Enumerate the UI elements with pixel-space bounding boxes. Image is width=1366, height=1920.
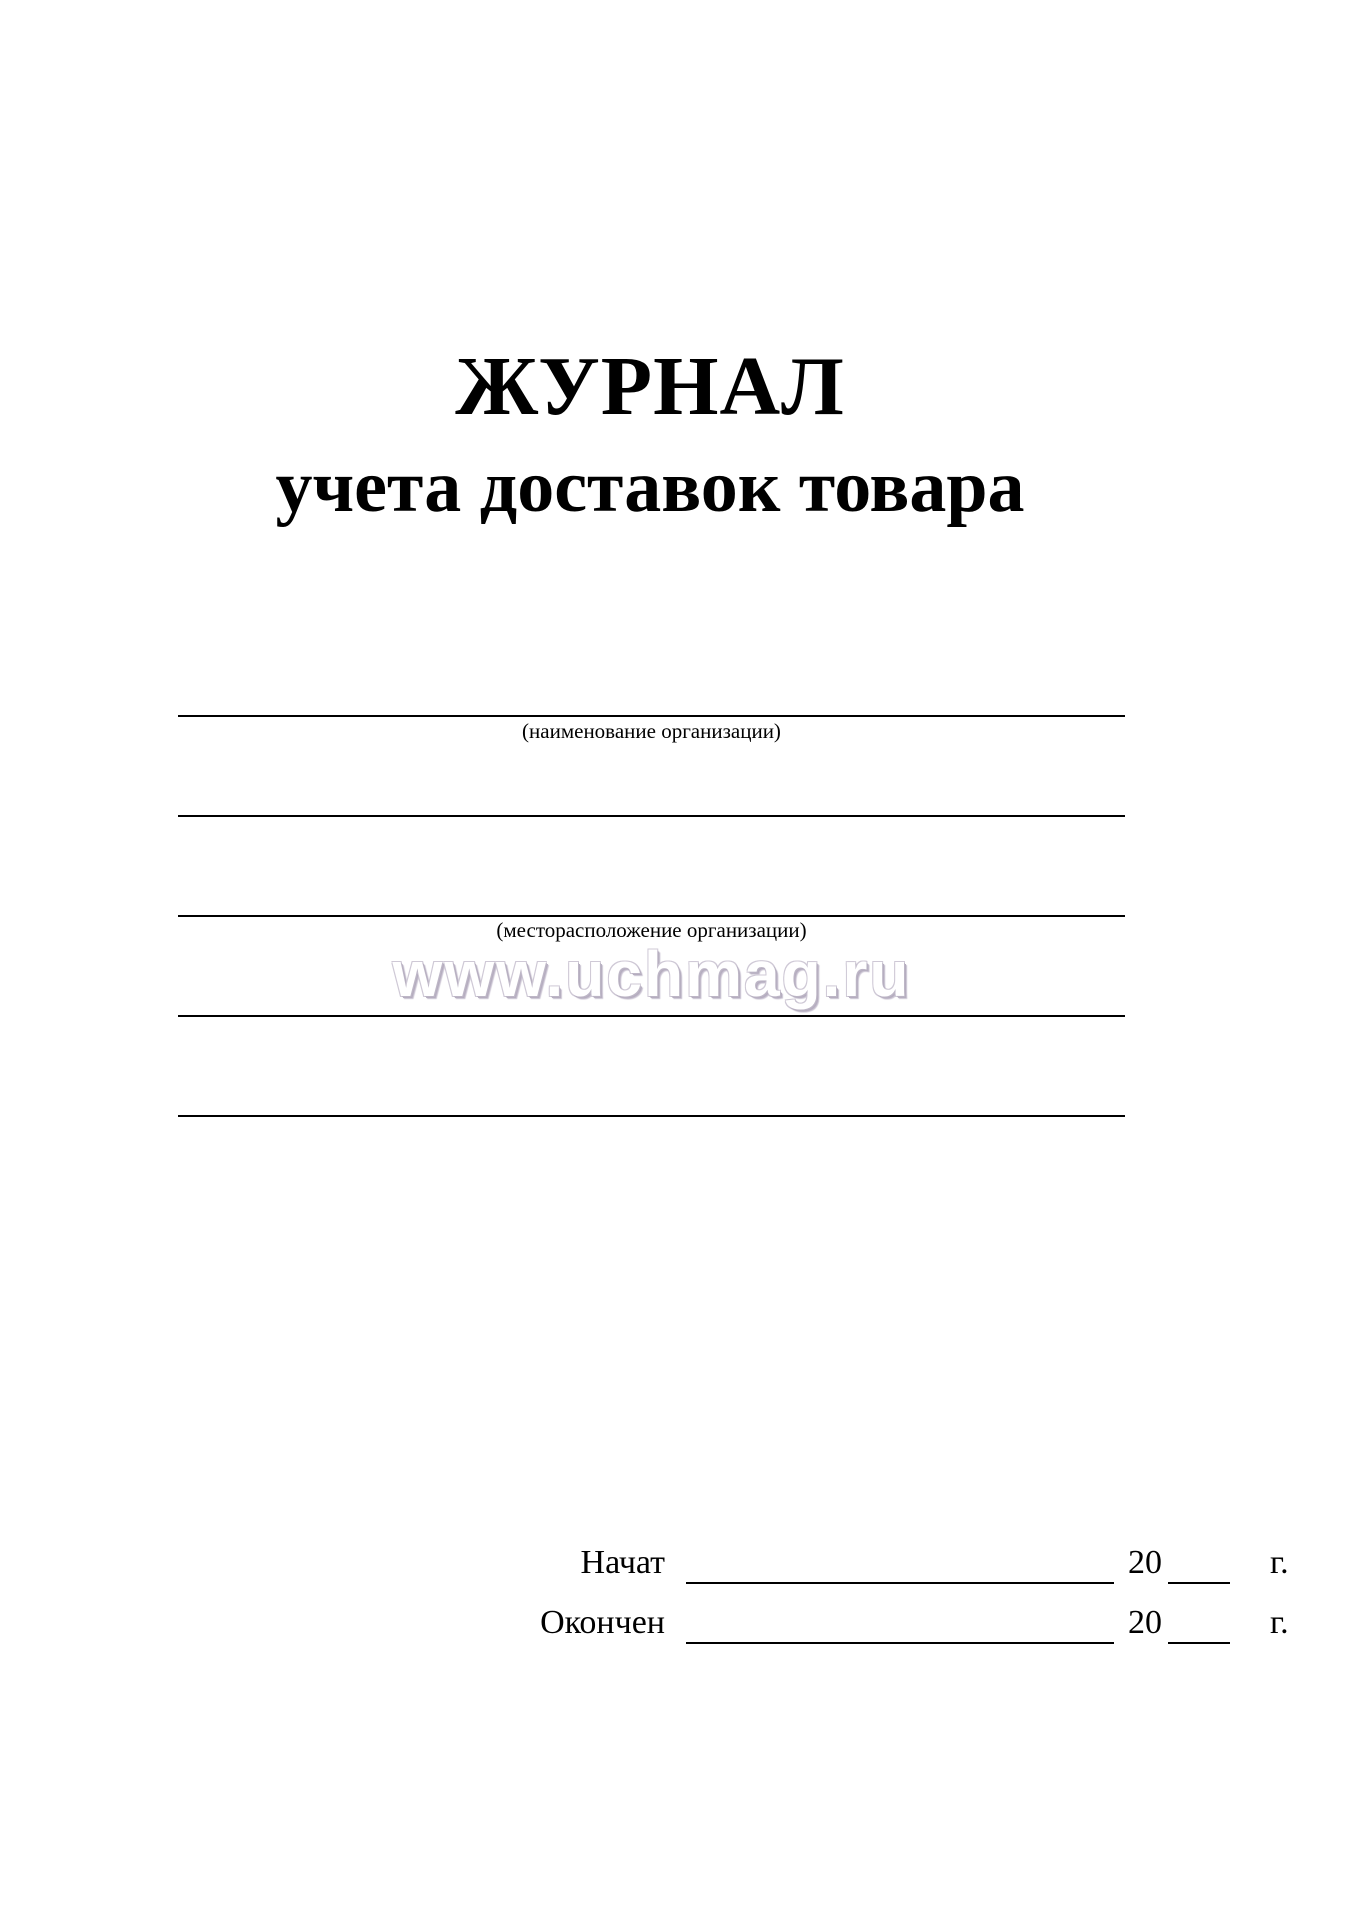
document-title: ЖУРНАЛ [455, 340, 845, 433]
finished-date-blank[interactable] [686, 1642, 1114, 1644]
started-row [0, 1538, 1366, 1588]
watermark: www.uchmag.ru [392, 938, 911, 1010]
organization-location-caption: (месторасположение организации) [496, 918, 807, 942]
organization-name-line[interactable] [178, 715, 1125, 717]
organization-location-line-2[interactable] [178, 1015, 1125, 1017]
started-year-blank[interactable] [1168, 1582, 1230, 1584]
organization-name-line-2[interactable] [178, 815, 1125, 817]
started-year-suffix: г. [1270, 1544, 1289, 1581]
document-subtitle: учета доставок товара [275, 446, 1025, 528]
organization-location-line-3[interactable] [178, 1115, 1125, 1117]
organization-location-line[interactable] [178, 915, 1125, 917]
organization-name-caption: (наименование организации) [522, 719, 781, 743]
finished-year-suffix: г. [1270, 1604, 1289, 1641]
finished-year-blank[interactable] [1168, 1642, 1230, 1644]
finished-year-prefix: 20 [1128, 1604, 1162, 1641]
started-year-prefix: 20 [1128, 1544, 1162, 1581]
finished-row [0, 1598, 1366, 1648]
started-date-blank[interactable] [686, 1582, 1114, 1584]
finished-label: Окончен [540, 1604, 665, 1641]
started-label: Начат [580, 1544, 665, 1581]
